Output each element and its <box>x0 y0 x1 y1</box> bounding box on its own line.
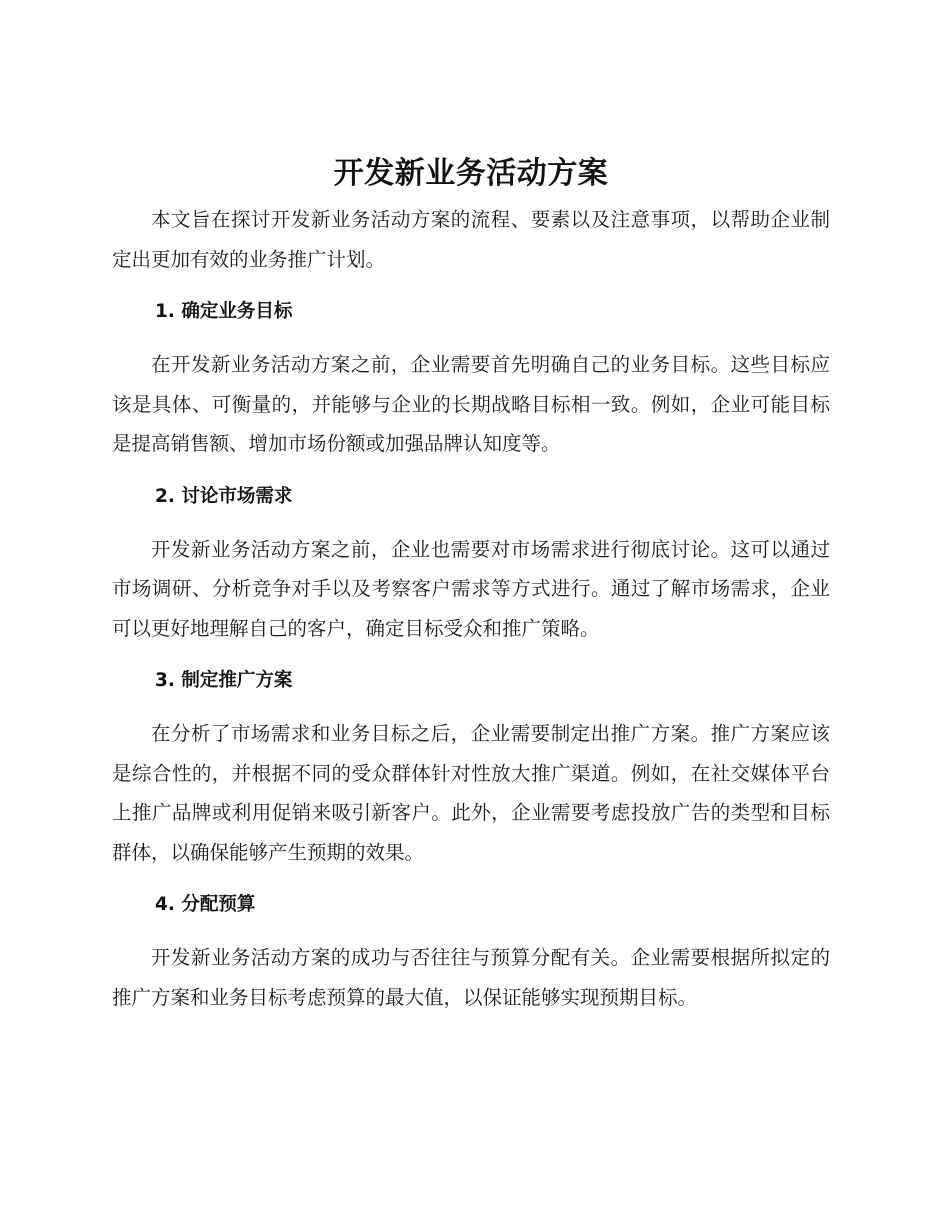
section-heading-budget: 4. 分配预算 <box>155 894 256 915</box>
section-body-budget: 开发新业务活动方案的成功与否往往与预算分配有关。企业需要根据所拟定的推广方案和业务目标考虑预算的最大值，以保证能够实现预期目标。 <box>112 946 830 1009</box>
section-heading-goals: 1. 确定业务目标 <box>155 301 293 322</box>
document-title: 开发新业务活动方案 <box>333 156 609 191</box>
section-body-market: 开发新业务活动方案之前，企业也需要对市场需求进行彻底讨论。这可以通过市场调研、分析竞争对手以及考察客户需求等方式进行。通过了解市场需求，企业可以更好地理解自己的客户，确定目标受众和推广策略。 <box>112 537 830 640</box>
section-heading-market: 2. 讨论市场需求 <box>155 485 293 507</box>
section-body-promotion: 在分析了市场需求和业务目标之后，企业需要制定出推广方案。推广方案应该是综合性的，并根据不同的受众群体针对性放大推广渠道。例如，在社交媒体平台上推广品牌或利用促销来吸引新客户。此外，企业需要考虑投放广告的类型和目标群体，以确保能够产生预期的效果。 <box>112 722 830 864</box>
intro-paragraph: 本文旨在探讨开发新业务活动方案的流程、要素以及注意事项，以帮助企业制定出更加有效的业务推广计划。 <box>112 208 830 271</box>
section-heading-promotion: 3. 制定推广方案 <box>155 670 293 691</box>
document-content <box>112 148 830 1017</box>
section-body-goals: 在开发新业务活动方案之前，企业需要首先明确自己的业务目标。这些目标应该是具体、可衡量的，并能够与企业的长期战略目标相一致。例如，企业可能目标是提高销售额、增加市场份额或加强品牌认知度等。 <box>112 353 830 455</box>
